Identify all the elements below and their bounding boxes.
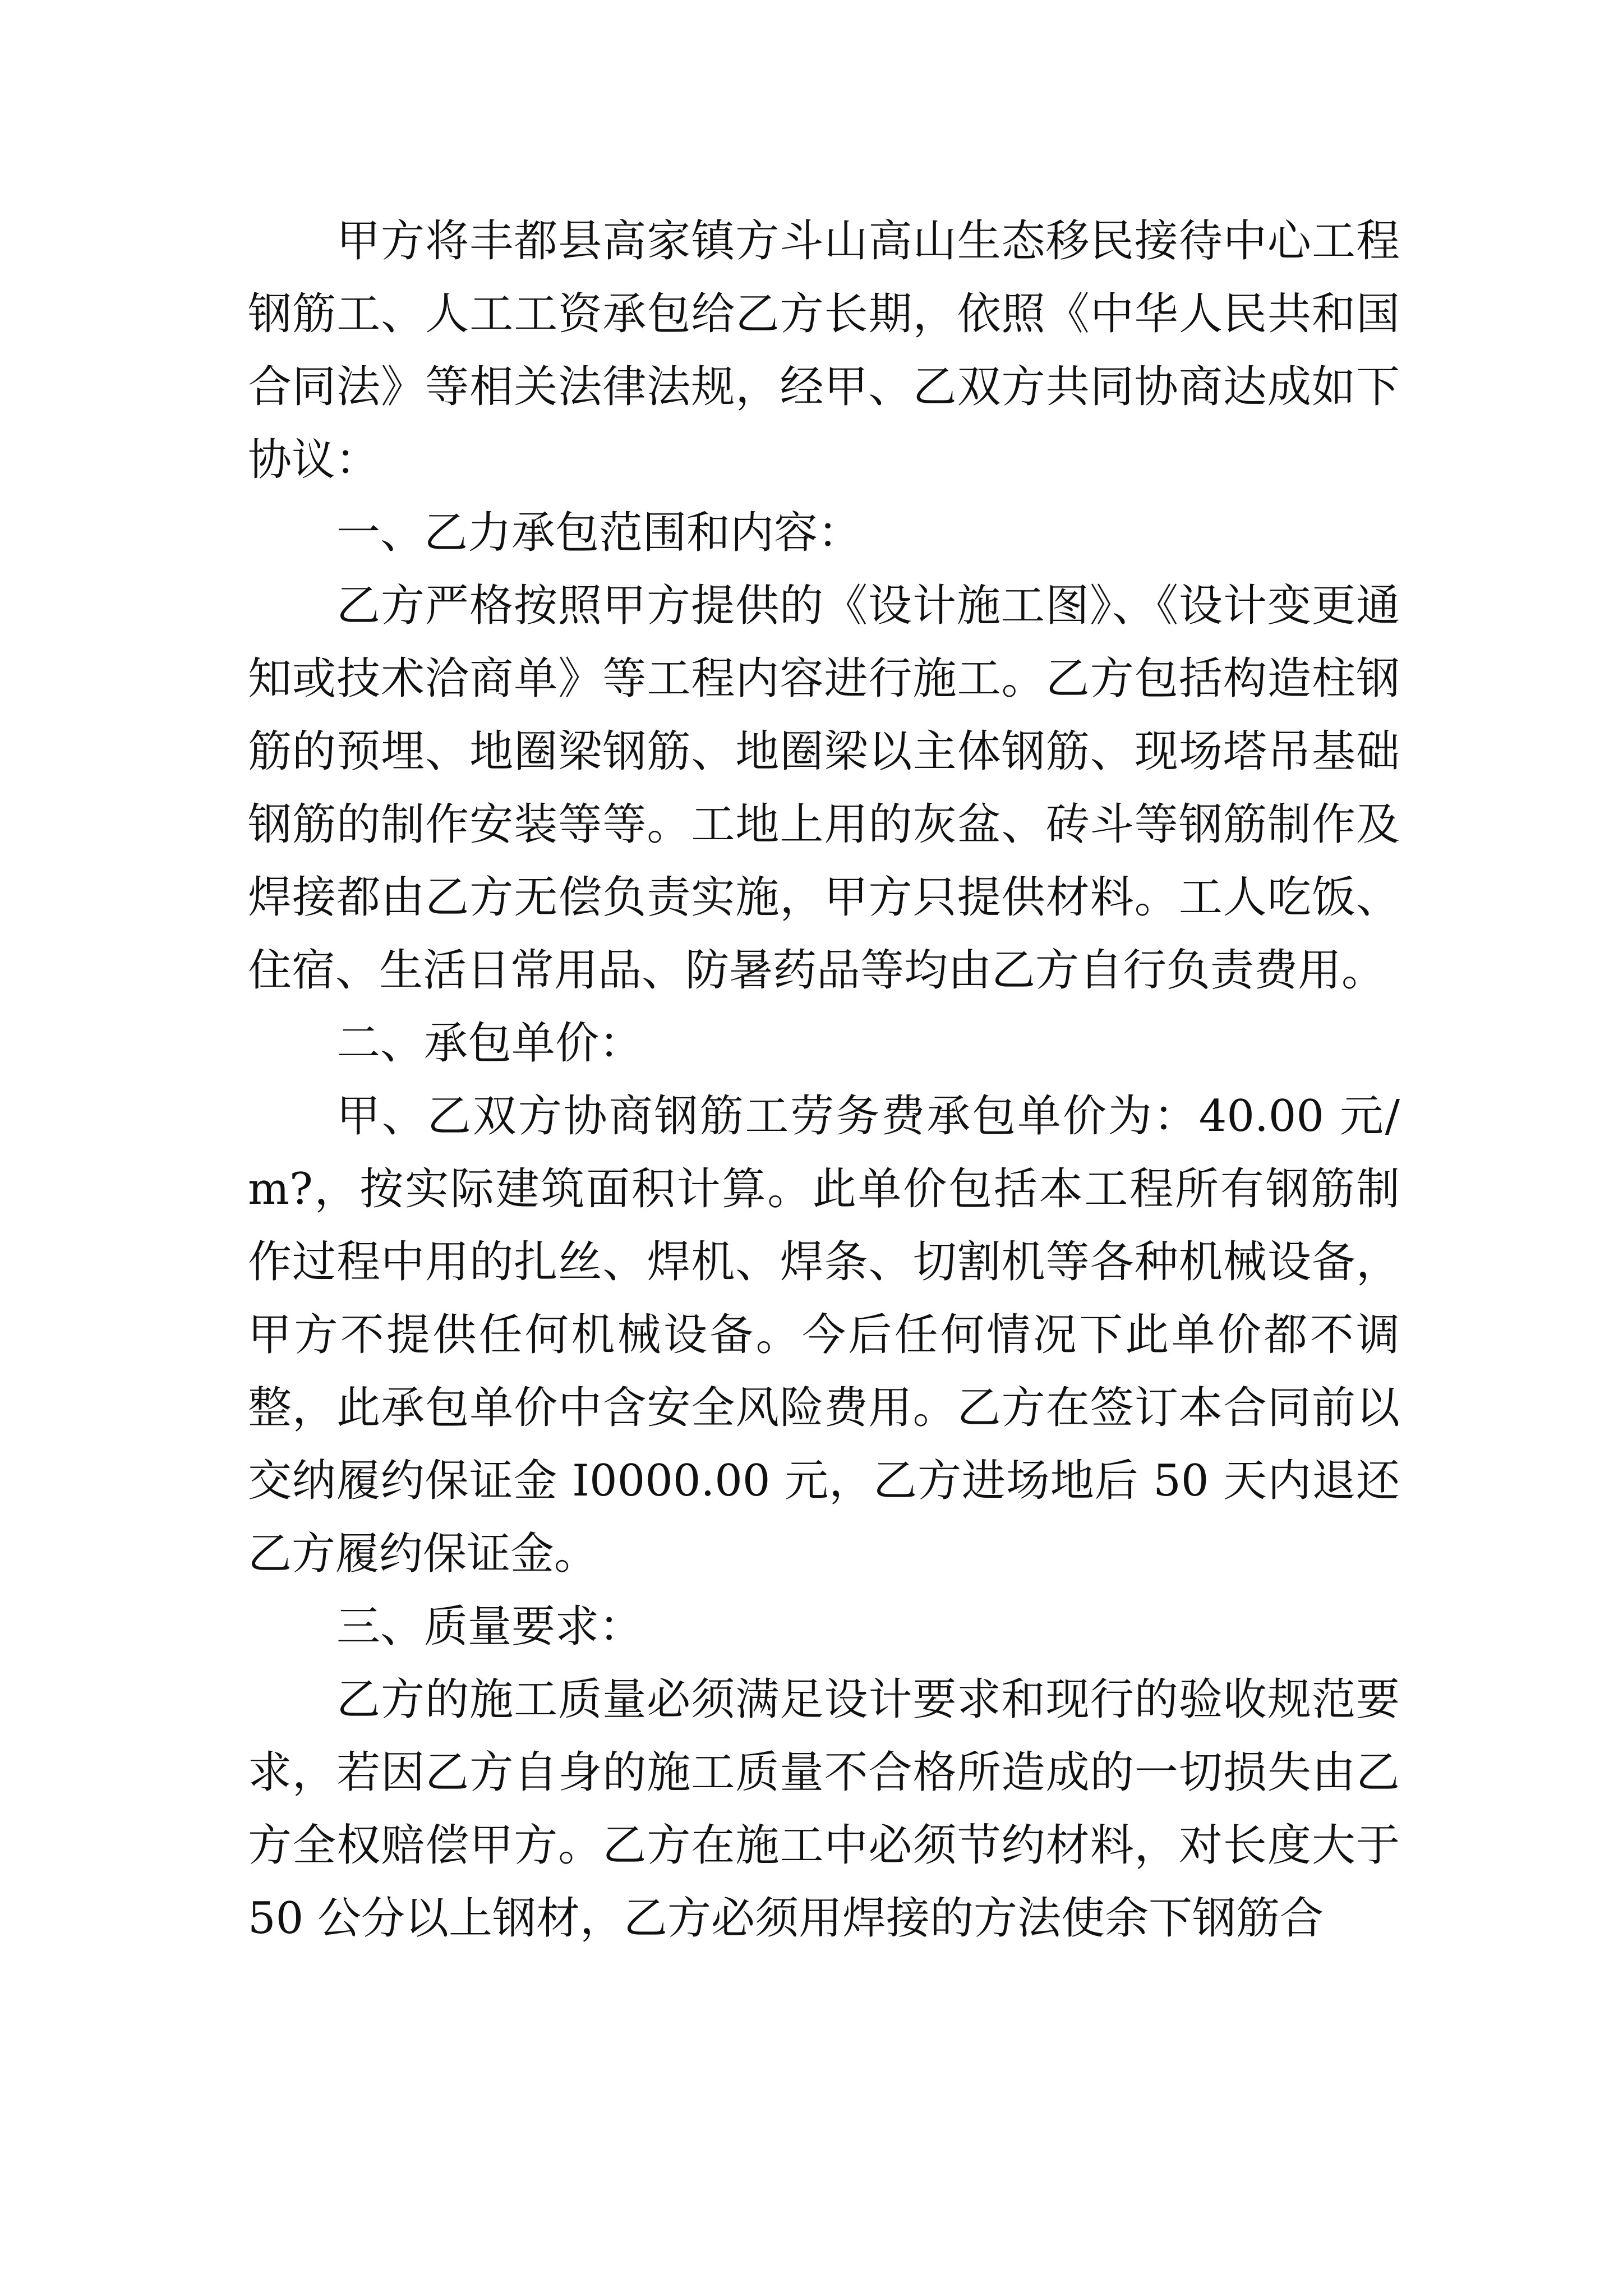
intro-paragraph: 甲方将丰都县高家镇方斗山高山生态移民接待中心工程钢筋工、人工工资承包给乙方长期，依照《中华人民共和国合同法》等相关法律法规，经甲、乙双方共同协商达成如下协议：	[248, 216, 1400, 485]
section-heading-quality: 三、质量要求：	[336, 1602, 643, 1652]
section-heading-unit-price: 二、承包单价：	[336, 1018, 643, 1069]
section-heading-scope: 一、乙力承包范围和内容：	[336, 508, 862, 558]
document-page	[248, 205, 1400, 1955]
unit-price-paragraph: 甲、乙双方协商钢筋工劳务费承包单价为：40.00 元/m?，按实际建筑面积计算。此单价包括本工程所有钢筋制作过程中用的扎丝、焊机、焊条、切割机等各种机械设备，甲方不提供任何机械设备。今后任何情况下此单价都不调整，此承包单价中含安全风险费用。乙方在签订本合同前以交纳履约保证金 I0000.00 元，乙方进场地后 50 天内退还乙方履约保证金。	[248, 1091, 1400, 1579]
quality-paragraph: 乙方的施工质量必须满足设计要求和现行的验收规范要求，若因乙方自身的施工质量不合格所造成的一切损失由乙方全权赔偿甲方。乙方在施工中必须节约材料，对长度大于 50 公分以上钢材，乙方必须用焊接的方法使余下钢筋合	[248, 1674, 1400, 1944]
scope-paragraph: 乙方严格按照甲方提供的《设计施工图》、《设计变更通知或技术洽商单》等工程内容进行施工。乙方包括构造柱钢筋的预埋、地圈梁钢筋、地圈梁以主体钢筋、现场塔吊基础钢筋的制作安装等等。工地上用的灰盆、砖斗等钢筋制作及焊接都由乙方无偿负责实施，甲方只提供材料。工人吃饭、住宿、生活日常用品、防暑药品等均由乙方自行负责费用。	[248, 581, 1400, 996]
